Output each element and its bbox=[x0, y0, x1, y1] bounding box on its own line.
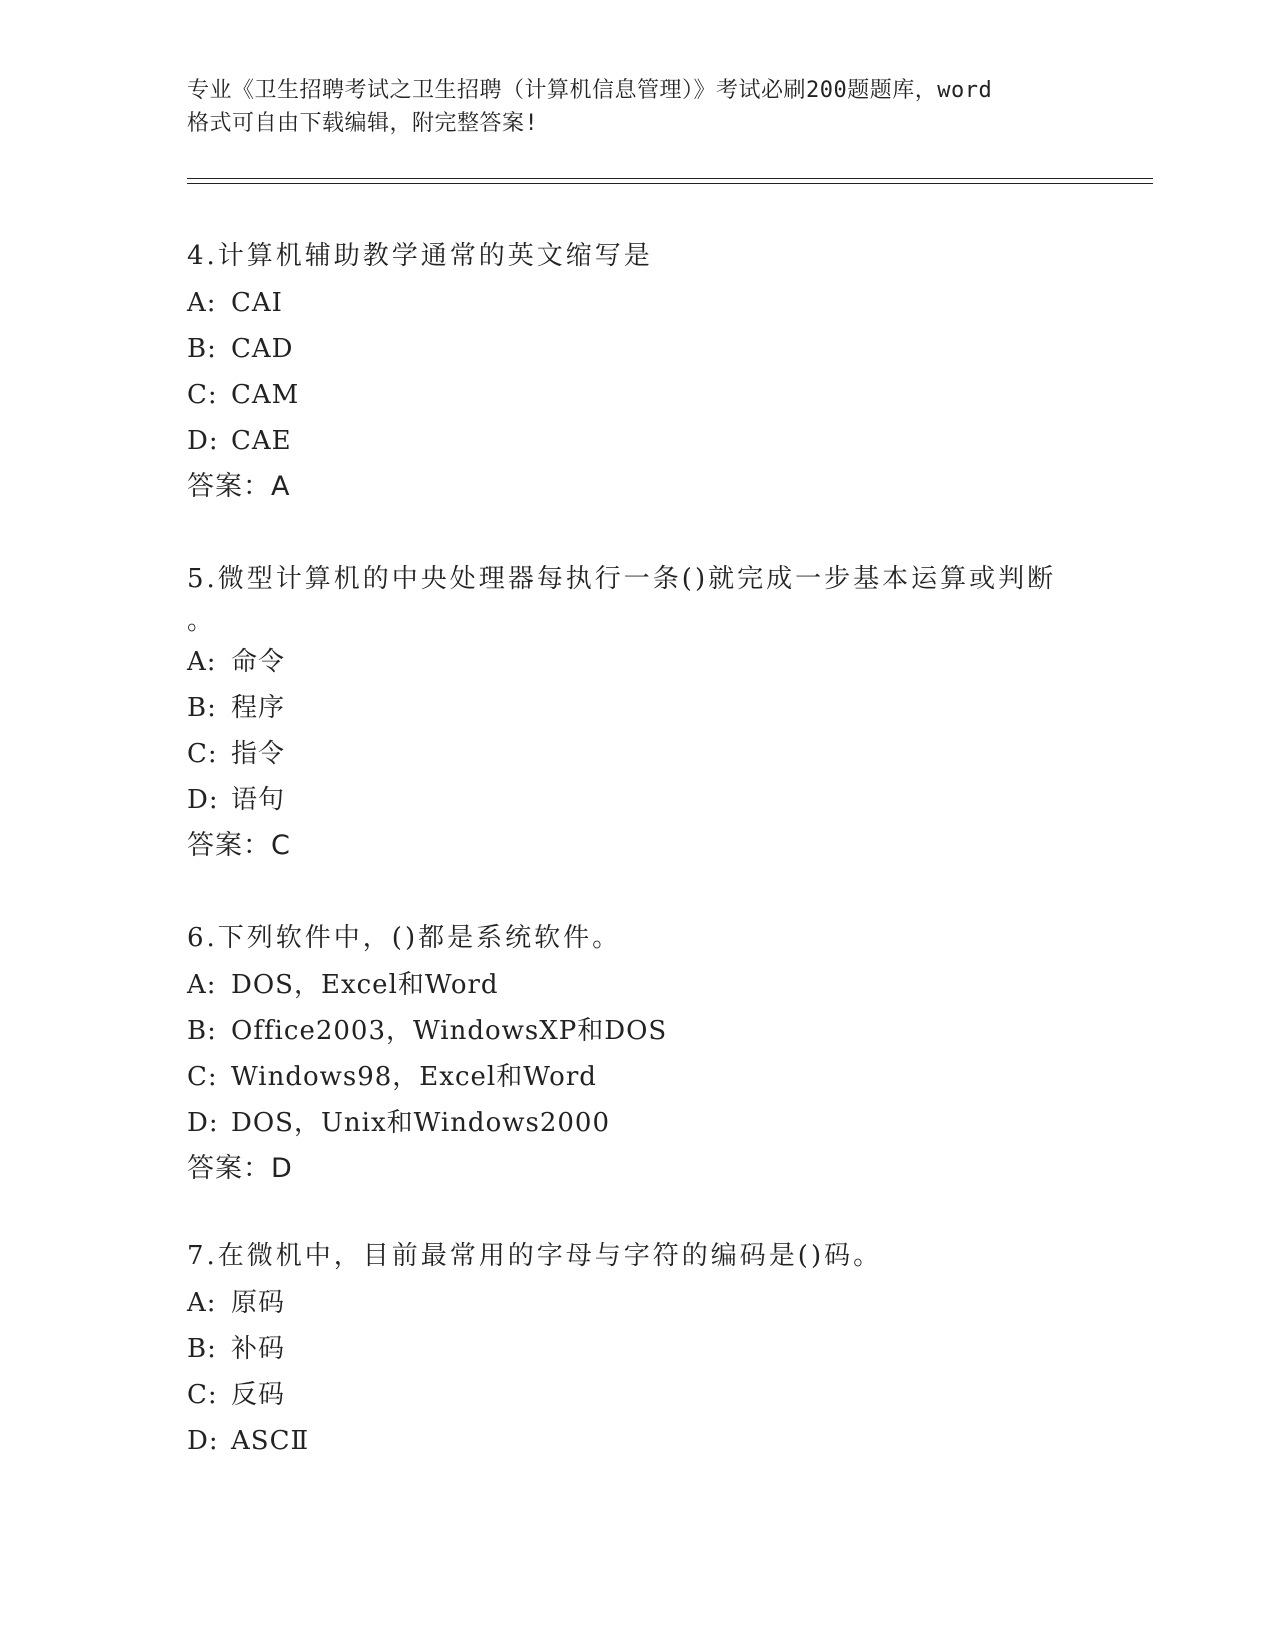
option-text: 命令 bbox=[231, 647, 286, 677]
option-text: 语句 bbox=[231, 785, 286, 815]
document-header bbox=[187, 74, 1087, 140]
header-line-1: 专业《卫生招聘考试之卫生招聘（计算机信息管理）》考试必刷200题题库，word bbox=[187, 78, 993, 103]
option-letter: B: bbox=[187, 1016, 217, 1046]
question-7 bbox=[187, 1232, 1107, 1464]
option-letter: B: bbox=[187, 1334, 217, 1364]
option-d bbox=[187, 418, 1107, 464]
answer-line: 答案：A bbox=[187, 471, 291, 502]
option-letter: D: bbox=[187, 1426, 219, 1456]
option-text: DOS，Unix和Windows2000 bbox=[231, 1108, 610, 1138]
question-6 bbox=[187, 914, 1107, 1192]
option-c bbox=[187, 372, 1107, 418]
header-divider-bottom bbox=[187, 183, 1153, 184]
option-a bbox=[187, 1280, 1107, 1326]
option-letter: D: bbox=[187, 426, 219, 456]
option-letter: C: bbox=[187, 380, 218, 410]
answer-line: 答案：D bbox=[187, 1153, 293, 1184]
option-text: CAI bbox=[231, 288, 283, 318]
question-stem: 5.微型计算机的中央处理器每执行一条()就完成一步基本运算或判断 bbox=[187, 564, 1057, 594]
option-c bbox=[187, 1372, 1107, 1418]
option-letter: D: bbox=[187, 1108, 219, 1138]
option-text: 原码 bbox=[231, 1288, 286, 1318]
option-letter: A: bbox=[187, 647, 217, 677]
option-text: DOS，Excel和Word bbox=[231, 970, 499, 1000]
option-c bbox=[187, 1054, 1107, 1100]
option-a bbox=[187, 962, 1107, 1008]
option-text: Office2003，WindowsXP和DOS bbox=[231, 1016, 668, 1046]
option-d bbox=[187, 1100, 1107, 1146]
option-text: 补码 bbox=[231, 1334, 286, 1364]
option-letter: B: bbox=[187, 693, 217, 723]
question-stem: 7.在微机中，目前最常用的字母与字符的编码是()码。 bbox=[187, 1241, 883, 1271]
option-text: 程序 bbox=[231, 693, 286, 723]
option-a bbox=[187, 280, 1107, 326]
option-b bbox=[187, 326, 1107, 372]
option-letter: A: bbox=[187, 970, 217, 1000]
question-stem: 4.计算机辅助教学通常的英文缩写是 bbox=[187, 241, 653, 271]
option-a bbox=[187, 639, 1107, 685]
option-b bbox=[187, 1326, 1107, 1372]
option-text: Windows98，Excel和Word bbox=[231, 1062, 597, 1092]
option-letter: A: bbox=[187, 288, 217, 318]
option-text: CAD bbox=[231, 334, 294, 364]
question-5 bbox=[187, 555, 1107, 869]
question-stem-tail: 。 bbox=[187, 606, 217, 636]
question-4 bbox=[187, 232, 1107, 510]
option-letter: C: bbox=[187, 1380, 218, 1410]
option-b bbox=[187, 1008, 1107, 1054]
option-text: 反码 bbox=[231, 1380, 286, 1410]
option-letter: C: bbox=[187, 739, 218, 769]
option-b bbox=[187, 685, 1107, 731]
option-d bbox=[187, 777, 1107, 823]
header-line-2: 格式可自由下载编辑，附完整答案! bbox=[187, 111, 539, 136]
option-text: CAM bbox=[231, 380, 300, 410]
answer-line: 答案：C bbox=[187, 830, 291, 861]
question-stem: 6.下列软件中，()都是系统软件。 bbox=[187, 923, 622, 953]
option-letter: C: bbox=[187, 1062, 218, 1092]
option-text: ASCⅡ bbox=[231, 1426, 310, 1456]
option-letter: B: bbox=[187, 334, 217, 364]
option-d bbox=[187, 1418, 1107, 1464]
option-text: 指令 bbox=[231, 739, 286, 769]
header-divider-top bbox=[187, 178, 1153, 179]
option-c bbox=[187, 731, 1107, 777]
option-text: CAE bbox=[231, 426, 292, 456]
option-letter: D: bbox=[187, 785, 219, 815]
option-letter: A: bbox=[187, 1288, 217, 1318]
